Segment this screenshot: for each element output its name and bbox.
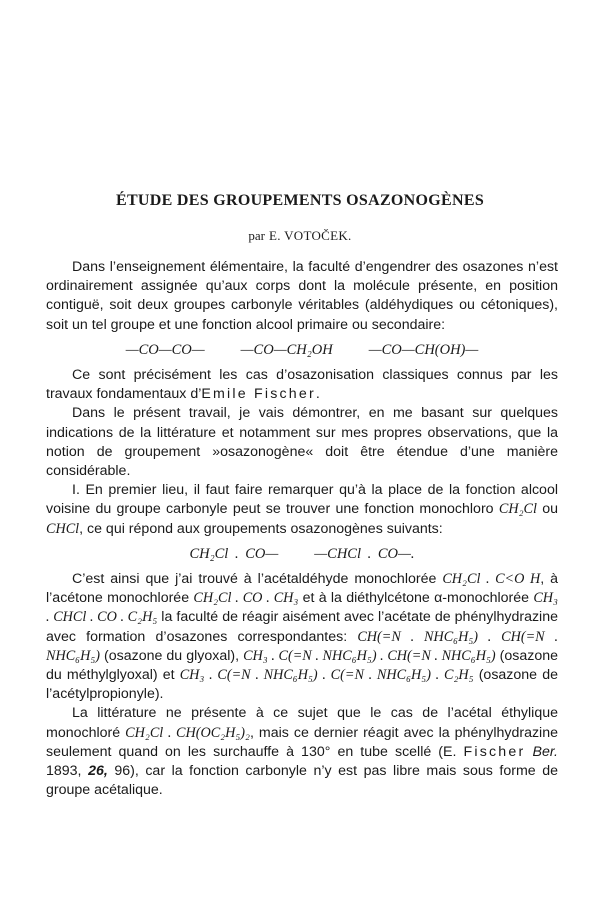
author-byline [0,228,600,244]
paragraph-1: Dans l’enseignement élémentaire, la faculté d’engendrer des osazones n’est ordinairement assignée qu’aux corps dont la molécule présente, en position contiguë, soit deux groupes carbonyle véritables (aldéhydiques ou cétoniques), soit un tel groupe et une fonction alcool primaire ou secondaire: [46,259,558,333]
citation-volume: 26, [88,763,108,780]
p5-text-d: la faculté de réagir aisément avec l’acétate de phénylhydrazine avec formation d’osazones correspondantes: [46,609,558,645]
author-fischer: Emile Fischer [201,386,316,403]
p5-text-b: , à l’acétone monochlorée [46,571,559,607]
citation-year: 1893, [46,763,89,780]
article-title: ÉTUDE DES GROUPEMENTS OSAZONOGÈNES [115,192,485,209]
formula-2a: CH₂Cl . CO— [189,545,279,562]
citation-journal: Ber. [532,743,558,760]
p5-text-g: (osazone de l’acétylpropionyle). [46,667,558,703]
byline-par: par [248,228,265,243]
formula-1a: —CO—CO— [125,341,205,358]
p5-text-c: et à la diéthylcétone α-monochlorée [298,590,534,607]
formula-acetal: CH₂Cl . CH(OC₂H₅)₂ [125,724,250,741]
p4-text-c: , ce qui répond aux groupements osazonogènes suivants: [79,520,443,537]
paragraph-6 [46,704,558,800]
paragraph-4 [46,481,558,539]
formula-acetaldehyde: CH₂Cl . C<O H [442,571,541,588]
p6-text-b: , mais ce dernier réagit avec la phénylhydrazine seulement quand on les surchauffe à 130° en tube scellé (E. [46,724,558,760]
p6-text-d: 96), car la fonction carbonyle n’y est pas libre mais sous forme de groupe acétalique. [46,763,558,799]
formula-acetylpropionyl-osazone: CH₃ . C(=N . NHC₆H₅) . C(=N . NHC₆H₅) . C₂H₅ [179,667,474,684]
article-body [46,258,558,800]
paragraph-2-end: . [315,386,320,403]
formula-2b: —CHCl . CO—. [314,545,415,562]
p6-text-a: La littérature ne présente à ce sujet que le cas de l’acétal éthylique monochloré [46,705,558,741]
formula-diethylketone: CH₃ . CHCl . CO . C₂H₅ [46,590,558,626]
formula-line-1 [46,341,558,360]
p5-text-e: (osazone du glyoxal), [100,647,244,664]
author-name: E. VOTOČEK. [268,228,352,243]
formula-glyoxal-osazone: CH(=N . NHC₆H₅) . CH(=N . NHC₆H₅) [46,628,558,664]
paragraph-2 [46,366,558,404]
paragraph-5 [46,570,558,704]
p5-text-f: (osazone du méthylglyoxal) et [46,647,558,684]
formula-ch2cl: CH₂Cl [498,501,537,518]
formula-line-2 [46,545,558,564]
p4-text-a: I. En premier lieu, il faut faire remarquer qu’à la place de la fonction alcool voisine du groupe carbonyle peut se trouver une fonction monochloro [46,482,558,518]
paragraph-3: Dans le présent travail, je vais démontrer, en me basant sur quelques indications de la littérature et notamment sur mes propres observations, que la notion de groupement »osazonogène« doit être étendue d’une manière considérable. [46,405,558,480]
formula-acetone: CH₂Cl . CO . CH₃ [193,590,299,607]
formula-1c: —CO—CH(OH)— [368,341,479,358]
formula-1b: —CO—CH₂OH [240,341,333,358]
formula-chcl: CHCl [46,520,80,537]
citation-author: Fischer [463,743,526,760]
formula-methylglyoxal-osazone: CH₃ . C(=N . NHC₆H₅) . CH(=N . NHC₆H₅) [243,647,496,664]
paragraph-2-text: Ce sont précisément les cas d’osazonisation classiques connus par les travaux fondamentaux d’ [46,367,558,403]
p4-text-b: ou [536,501,558,518]
p5-text-a: C’est ainsi que j’ai trouvé à l’acétaldéhyde monochlorée [72,571,443,588]
